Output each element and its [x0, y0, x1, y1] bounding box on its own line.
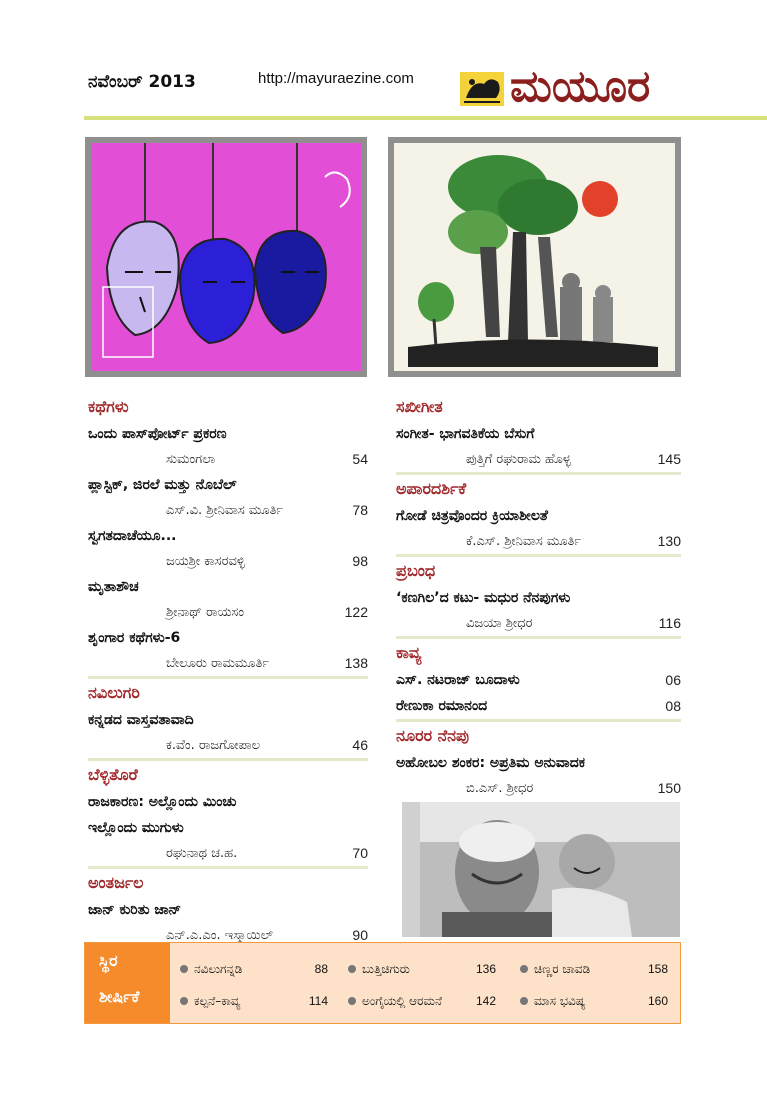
entry-page: 122: [344, 604, 368, 620]
entry-author: ಬಿ.ಎಸ್. ಶ್ರೀಧರ: [466, 781, 534, 796]
column-label: ಚಿಣ್ಣರ ಚಾವಡಿ: [534, 962, 591, 976]
section-heading: ಸಖೀಗೀತ: [396, 397, 443, 416]
column-page: 114: [308, 994, 328, 1008]
entry-author: ಸುಮಂಗಲಾ: [166, 452, 216, 467]
column-label: ಅಂಗೈಯಲ್ಲಿ ಆರಮನೆ: [362, 994, 443, 1008]
entry-author: ರಘುನಾಥ ಚ.ಹ.: [166, 846, 238, 861]
regular-column-item[interactable]: [520, 989, 668, 1013]
column-page: 88: [314, 962, 328, 976]
column-page: 142: [475, 994, 496, 1008]
tab-line-1: ಸ್ಥಿರ: [99, 951, 118, 970]
entry-author: ವಿಜಯಾ ಶ್ರೀಧರ: [466, 616, 533, 631]
entry-byline: [88, 651, 368, 676]
entry-byline: [88, 841, 368, 866]
toc-right-column: [396, 393, 681, 801]
entry-page: 54: [352, 451, 368, 467]
section-heading: ಕಾವ್ಯ: [396, 643, 422, 662]
column-label: ಮಾಸ ಭವಿಷ್ಯ: [534, 994, 586, 1008]
section-kathegalu: [88, 393, 368, 679]
masks-illustration: [85, 137, 367, 377]
entry-page: 130: [657, 533, 681, 549]
regular-column-item[interactable]: [180, 989, 328, 1013]
column-page: 160: [647, 994, 668, 1008]
entry-title[interactable]: ಸ್ವಗತದಾಚೆಯೂ...: [88, 528, 177, 544]
elder-with-baby-photo: [402, 802, 680, 937]
tab-line-2: ಶೀರ್ಷಿಕೆ: [99, 987, 140, 1006]
regular-column-item[interactable]: [180, 957, 328, 981]
entry-title[interactable]: ಜಾನ್ ಕುರಿತು ಜಾನ್: [88, 902, 182, 918]
regular-columns-box: [84, 942, 681, 1024]
entry-author: ಎಸ್.ವಿ. ಶ್ರೀನಿವಾಸ ಮೂರ್ತಿ: [166, 503, 284, 518]
section-heading: ಬೆಳ್ಳಿತೊರೆ: [88, 765, 138, 784]
section-kavya: [396, 639, 681, 722]
header-rule: [84, 116, 767, 120]
entry-title[interactable]: ಸಂಗೀತ- ಭಾಗವತಿಕೆಯ ಬೆಸುಗೆ: [396, 426, 535, 442]
entry-page: 06: [665, 672, 681, 688]
column-page: 158: [647, 962, 668, 976]
entry-title[interactable]: ಗೋಡೆ ಚಿತ್ರವೊಂದರ ಕ್ರಿಯಾಶೀಲತೆ: [396, 508, 548, 524]
website-url[interactable]: http://mayuraezine.com: [258, 70, 414, 87]
column-label: ಕಲ್ಪನೆ–ಕಾವ್ಯ: [194, 994, 241, 1008]
section-noorara-nenapu: [396, 722, 681, 801]
bullet-icon: [520, 997, 528, 1005]
logo-wordmark: ಮಯೂರ: [510, 61, 651, 112]
entry-author: ಶ್ರೀನಾಥ್ ರಾಯಸಂ: [166, 605, 245, 620]
poem-author: ಎಸ್. ನಟರಾಜ್ ಬೂದಾಳು: [396, 672, 520, 688]
entry-page: 98: [352, 553, 368, 569]
mayura-logo: [458, 58, 680, 116]
entry-byline: [88, 447, 368, 472]
entry-title[interactable]: ಮೃತಾಶೌಚ: [88, 579, 139, 595]
entry-page: 145: [657, 451, 681, 467]
trees-illustration: [388, 137, 681, 377]
toc-left-column: [88, 393, 368, 948]
entry-title[interactable]: ಒಂದು ಪಾಸ್‌ಪೋರ್ಟ್ ಪ್ರಕರಣ: [88, 426, 227, 442]
section-sakhigeetha: [396, 393, 681, 475]
poem-entry[interactable]: [396, 693, 681, 719]
section-heading: ಅಪಾರದರ್ಶಿಕೆ: [396, 479, 467, 498]
bullet-icon: [180, 997, 188, 1005]
entry-page: 138: [344, 655, 368, 671]
section-bellithore: [88, 761, 368, 869]
entry-byline: [88, 549, 368, 574]
issue-date: ನವೆಂಬರ್ 2013: [88, 72, 196, 92]
entry-author: ಜಯಶ್ರೀ ಕಾಸರವಳ್ಳಿ: [166, 554, 245, 569]
bullet-icon: [348, 965, 356, 973]
section-prabandha: [396, 557, 681, 639]
column-label: ನವಿಲುಗನ್ನಡಿ: [194, 962, 243, 976]
entry-byline: [396, 529, 681, 554]
entry-page: 78: [352, 502, 368, 518]
entry-page: 46: [352, 737, 368, 753]
entry-byline: [88, 733, 368, 758]
regular-columns-grid: [170, 943, 680, 1023]
entry-author: ಪುತ್ತಿಗೆ ರಘುರಾಮ ಹೊಳ್ಳ: [466, 452, 571, 467]
regular-column-item[interactable]: [348, 989, 496, 1013]
section-heading: ನೂರರ ನೆನಪು: [396, 726, 470, 745]
regular-column-item[interactable]: [348, 957, 496, 981]
section-navilugari: [88, 679, 368, 761]
entry-title[interactable]: ಶೃಂಗಾರ ಕಥೆಗಳು-6: [88, 630, 181, 646]
poem-author: ರೇಣುಕಾ ರಮಾನಂದ: [396, 698, 488, 714]
entry-author: ಎನ್.ಎ.ಎಂ. ಇಸ್ಮಾಯಿಲ್: [166, 928, 274, 943]
entry-title-line2[interactable]: ಇಲ್ಲೊಂದು ಮುಗುಳು: [88, 820, 184, 836]
entry-byline: [396, 776, 681, 801]
column-page: 136: [475, 962, 496, 976]
entry-page: 90: [352, 927, 368, 943]
bullet-icon: [348, 997, 356, 1005]
column-label: ಬುತ್ತಿಚಿಗುರು: [362, 962, 410, 976]
entry-title[interactable]: ರಾಜಕಾರಣ: ಅಲ್ಲೊಂದು ಮಿಂಚು: [88, 794, 237, 810]
entry-page: 150: [657, 780, 681, 796]
entry-title[interactable]: ಕನ್ನಡದ ವಾಸ್ತವತಾವಾದಿ: [88, 712, 194, 728]
bullet-icon: [520, 965, 528, 973]
section-heading: ಅಂತರ್ಜಲ: [88, 873, 144, 892]
section-heading: ಪ್ರಬಂಧ: [396, 561, 436, 580]
entry-title[interactable]: ಅಹೋಬಲ ಶಂಕರ: ಅಪ್ರತಿಮ ಅನುವಾದಕ: [396, 755, 586, 771]
entry-byline: [88, 498, 368, 523]
regular-columns-tab: [85, 943, 170, 1023]
entry-page: 08: [665, 698, 681, 714]
section-heading: ಕಥೆಗಳು: [88, 397, 129, 416]
entry-byline: [396, 611, 681, 636]
entry-page: 116: [658, 615, 681, 631]
page-header: [0, 0, 767, 125]
entry-author: ಕೆ.ಎಸ್. ಶ್ರೀನಿವಾಸ ಮೂರ್ತಿ: [466, 534, 582, 549]
entry-title[interactable]: ‘ಕಣಗಿಲ’ದ ಕಟು- ಮಧುರ ನೆನಪುಗಳು: [396, 590, 571, 606]
section-aparadarshike: [396, 475, 681, 557]
regular-column-item[interactable]: [520, 957, 668, 981]
entry-page: 70: [352, 845, 368, 861]
section-antharjala: [88, 869, 368, 948]
bullet-icon: [180, 965, 188, 973]
section-heading: ನವಿಲುಗರಿ: [88, 683, 140, 702]
entry-author: ಕ.ವೆಂ. ರಾಜಗೋಪಾಲ: [166, 738, 261, 753]
entry-title[interactable]: ಪ್ಲಾಸ್ಟಿಕ್, ಜಿರಲೆ ಮತ್ತು ನೊಬೆಲ್: [88, 477, 237, 493]
entry-byline: [88, 600, 368, 625]
poem-entry[interactable]: [396, 667, 681, 693]
entry-author: ಬೇಲೂರು ರಾಮಮೂರ್ತಿ: [166, 656, 270, 671]
entry-byline: [396, 447, 681, 472]
